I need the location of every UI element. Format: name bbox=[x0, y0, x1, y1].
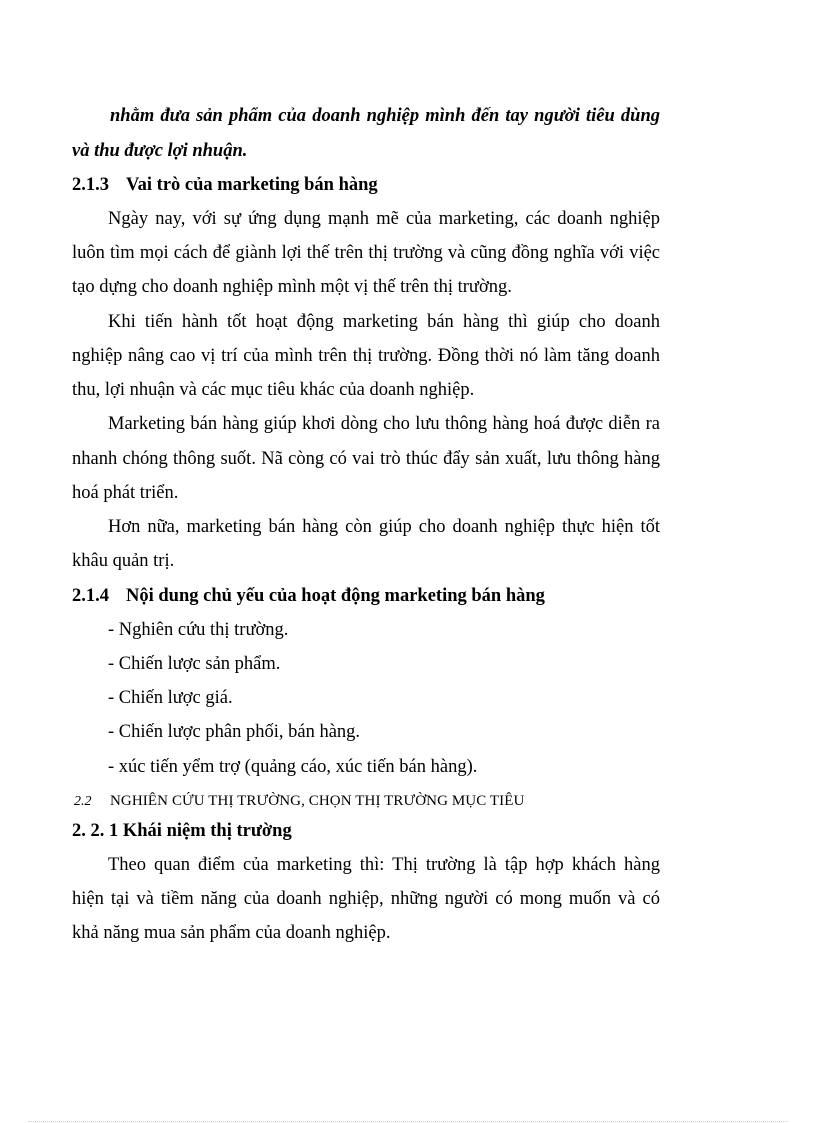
heading-2-1-4-number: 2.1.4 bbox=[72, 586, 109, 606]
heading-2-1-3-number: 2.1.3 bbox=[72, 175, 109, 195]
para-213-4-line-1: Hơn nữa, marketing bán hàng còn giúp cho doanh nghiệp thực hiện tốt bbox=[108, 517, 660, 537]
heading-2-2-number: 2.2 bbox=[74, 794, 92, 809]
list-item: - Chiến lược sản phẩm. bbox=[108, 654, 281, 674]
para-213-1-line-1: Ngày nay, với sự ứng dụng mạnh mẽ của marketing, các doanh nghiệp bbox=[108, 209, 660, 229]
list-item: - Chiến lược phân phối, bán hàng. bbox=[108, 722, 361, 742]
para-213-3-line-3: hoá phát triển. bbox=[72, 483, 179, 503]
intro-line-1: nhằm đưa sản phẩm của doanh nghiệp mình đến tay người tiêu dùng bbox=[110, 106, 660, 126]
list-item: - xúc tiến yểm trợ (quảng cáo, xúc tiến bán hàng). bbox=[108, 757, 478, 777]
list-item: - Chiến lược giá. bbox=[108, 688, 233, 708]
heading-2-1-3-title: Vai trò của marketing bán hàng bbox=[126, 175, 378, 195]
para-221-line-3: khả năng mua sản phẩm của doanh nghiệp. bbox=[72, 923, 391, 943]
para-213-2-line-1: Khi tiến hành tốt hoạt động marketing bán hàng thì giúp cho doanh bbox=[108, 312, 660, 332]
page-bottom-rule bbox=[28, 1121, 788, 1122]
heading-2-1-4-title: Nội dung chủ yếu của hoạt động marketing bán hàng bbox=[126, 586, 545, 606]
para-213-2-line-3: thu, lợi nhuận và các mục tiêu khác của doanh nghiệp. bbox=[72, 380, 475, 400]
para-213-1-line-3: tạo dựng cho doanh nghiệp mình một vị thế trên thị trường. bbox=[72, 277, 512, 297]
heading-2-2-1: 2. 2. 1 Khái niệm thị trường bbox=[72, 821, 292, 841]
para-213-2-line-2: nghiệp nâng cao vị trí của mình trên thị trường. Đồng thời nó làm tăng doanh bbox=[72, 346, 660, 366]
heading-2-1-3 bbox=[72, 173, 378, 197]
heading-2-2-title: NGHIÊN CỨU THỊ TRƯỜNG, CHỌN THỊ TRƯỜNG MỤC TIÊU bbox=[110, 793, 525, 809]
heading-2-1-4 bbox=[72, 584, 545, 608]
para-221-line-1: Theo quan điểm của marketing thì: Thị trường là tập hợp khách hàng bbox=[108, 855, 660, 875]
intro-line-2: và thu được lợi nhuận. bbox=[72, 141, 248, 161]
heading-2-2 bbox=[74, 788, 524, 814]
para-213-4-line-2: khâu quản trị. bbox=[72, 551, 175, 571]
para-213-3-line-2: nhanh chóng thông suốt. Nã còng có vai trò thúc đẩy sản xuất, lưu thông hàng bbox=[72, 449, 660, 469]
para-213-3-line-1: Marketing bán hàng giúp khơi dòng cho lưu thông hàng hoá được diễn ra bbox=[108, 414, 660, 434]
para-213-1-line-2: luôn tìm mọi cách để giành lợi thế trên thị trường và cũng đồng nghĩa với việc bbox=[72, 243, 660, 263]
para-221-line-2: hiện tại và tiềm năng của doanh nghiệp, những người có mong muốn và có bbox=[72, 889, 660, 909]
list-item: - Nghiên cứu thị trường. bbox=[108, 620, 289, 640]
